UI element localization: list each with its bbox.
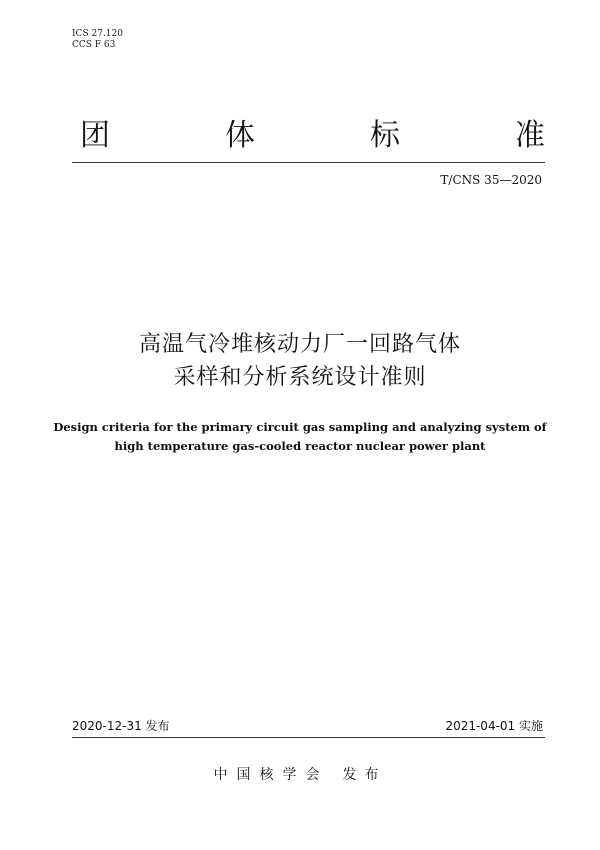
publisher-org: 中国核学会 [213,767,329,783]
heading-char-4: 准 [515,118,545,153]
chinese-title [0,328,600,394]
chinese-title-line-2: 采样和分析系统设计准则 [173,365,427,390]
english-title [0,418,600,456]
standard-number: T/CNS 35—2020 [440,173,542,187]
ics-code: ICS 27.120 [72,29,123,39]
chinese-title-line-1: 高温气冷堆核动力厂一回路气体 [138,332,461,357]
classification-codes [72,29,123,51]
implement-date: 2021-04-01 实施 [445,719,543,733]
ccs-code: CCS F 63 [72,40,116,50]
heading-char-2: 体 [225,118,255,153]
publisher-line [0,764,600,784]
publish-date: 2020-12-31 发布 [72,719,170,733]
standard-type-heading [80,110,545,154]
english-title-line-1: Design criteria for the primary circuit gas sampling and analyzing system of [53,420,547,434]
date-row [72,717,543,734]
bottom-divider [72,737,545,738]
top-divider [72,162,545,163]
publisher-action: 发布 [342,767,387,783]
english-title-line-2: high temperature gas-cooled reactor nuclear power plant [114,439,486,453]
heading-char-1: 团 [80,118,110,153]
heading-char-3: 标 [370,118,400,153]
